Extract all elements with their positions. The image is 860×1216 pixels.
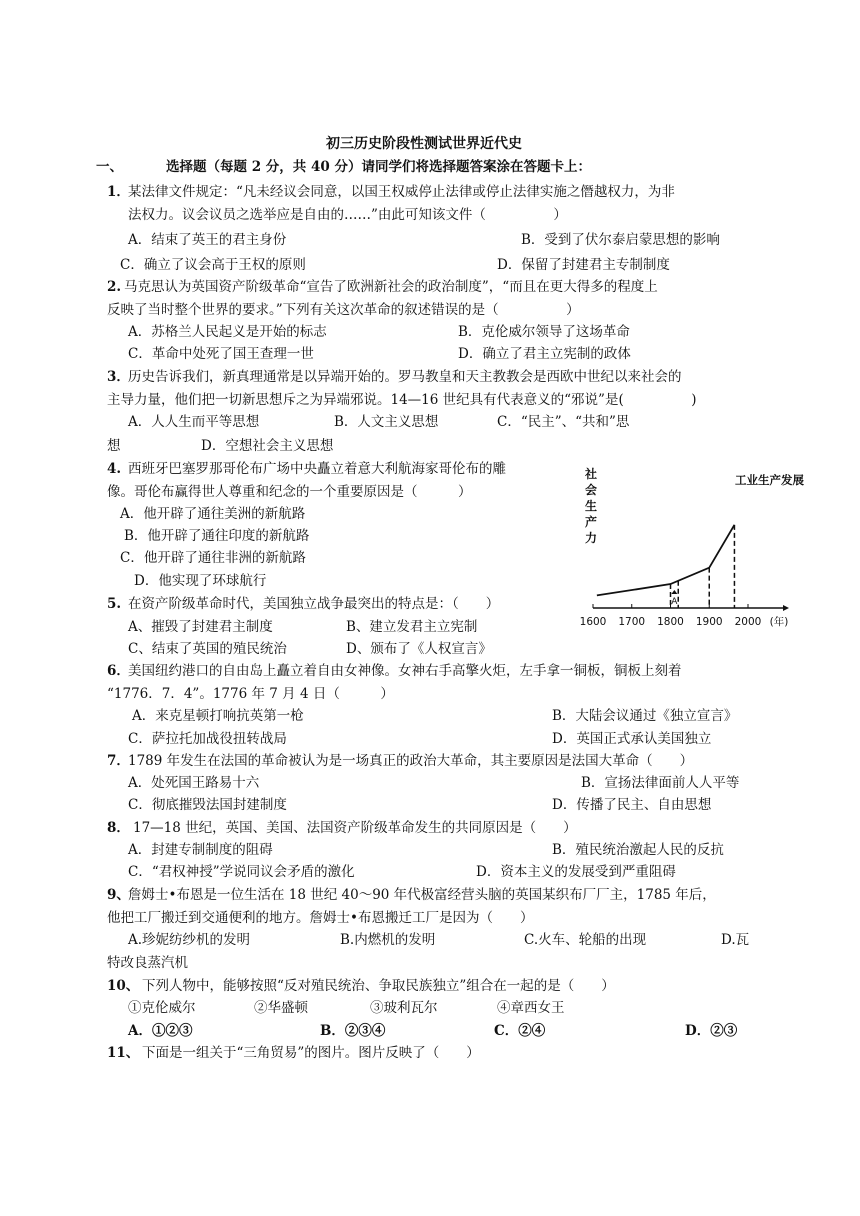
option-b: B．宣扬法律面前人人平等 bbox=[581, 775, 740, 791]
question-stem: 1789 年发生在法国的革命被认为是一场真正的政治大革命，其主要原因是法国大革命（ ） bbox=[128, 753, 694, 769]
option-d: D．英国正式承认美国独立 bbox=[552, 731, 712, 747]
question-stem: 马克思认为英国资产阶级革命“宣告了欧洲新社会的政治制度”，“而且在更大得多的程度上 bbox=[124, 279, 658, 295]
question-stem: 法权力。议会议员之选举应是自由的……”由此可知该文件（ ） bbox=[128, 207, 567, 223]
option-d-continued: 特改良蒸汽机 bbox=[107, 955, 188, 971]
question-number: 3． bbox=[107, 369, 130, 385]
option-c: C．“君权神授”学说同议会矛盾的激化 bbox=[128, 864, 355, 880]
option-b: B．②③④ bbox=[320, 1023, 386, 1039]
question-number: 11、 bbox=[107, 1045, 140, 1061]
option-d: D、颁布了《人权宣言》 bbox=[346, 641, 492, 657]
question-stem: 17—18 世纪，英国、美国、法国资产阶级革命发生的共同原因是（ ） bbox=[133, 820, 577, 836]
x-tick-label: 1700 bbox=[618, 616, 646, 628]
option-d: D．保留了封建君主专制制度 bbox=[497, 257, 670, 273]
y-axis-label: 力 bbox=[584, 531, 598, 545]
option-c: C．确立了议会高于王权的原则 bbox=[120, 257, 306, 273]
series-line bbox=[597, 525, 735, 596]
y-axis-label: 产 bbox=[584, 515, 598, 529]
option-c: C.火车、轮船的出现 bbox=[524, 932, 647, 948]
option-d: D．②③ bbox=[685, 1023, 738, 1039]
option-d: D．确立了君主立宪制的政体 bbox=[458, 346, 631, 362]
y-axis-label: 生 bbox=[584, 499, 598, 513]
option-a: A．①②③ bbox=[128, 1023, 193, 1039]
question-stem: 某法律文件规定：“凡未经议会同意，以国王权威停止法律或停止法律实施之僭越权力，为非 bbox=[128, 184, 675, 200]
person-item-1: ①克伦威尔 bbox=[128, 1000, 196, 1016]
option-c: C．他开辟了通往非洲的新航路 bbox=[120, 550, 306, 566]
question-number: 4. bbox=[107, 461, 122, 477]
option-b: B、建立发君主立宪制 bbox=[346, 619, 478, 635]
option-d: D．他实现了环球航行 bbox=[134, 573, 267, 589]
question-stem: 主导力量，他们把一切新思想斥之为异端邪说。14—16 世纪具有代表意义的“邪说”是( ) bbox=[107, 392, 697, 408]
x-axis-arrow bbox=[783, 605, 789, 611]
x-tick-label: 2000 bbox=[734, 616, 762, 628]
option-a: A．结束了英王的君主身份 bbox=[128, 232, 287, 248]
option-d: D．资本主义的发展受到严重阻碍 bbox=[476, 864, 676, 880]
option-a: A．他开辟了通往美洲的新航路 bbox=[120, 506, 306, 522]
question-stem: 历史告诉我们，新真理通常是以异端开始的。罗马教皇和天主教教会是西欧中世纪以来社会的 bbox=[128, 369, 682, 385]
person-item-3: ③玻利瓦尔 bbox=[370, 1000, 438, 1016]
question-number: 10、 bbox=[107, 978, 140, 994]
option-b: B．克伦威尔领导了这场革命 bbox=[458, 324, 630, 340]
question-number: 2. bbox=[107, 279, 122, 295]
question-stem: 像。哥伦布赢得世人尊重和纪念的一个重要原因是（ ） bbox=[107, 484, 472, 500]
option-d: D．传播了民主、自由思想 bbox=[552, 797, 712, 813]
section-number: 一、 bbox=[96, 159, 123, 175]
option-c: C、结束了英国的殖民统治 bbox=[128, 641, 287, 657]
question-number: 7． bbox=[107, 753, 130, 769]
option-c: C．萨拉托加战役扭转战局 bbox=[128, 731, 287, 747]
question-stem: 詹姆士•布恩是一位生活在 18 世纪 40～90 年代极富经营头脑的英国某织布厂厂主，1785 年后， bbox=[128, 887, 716, 903]
person-item-4: ④章西女王 bbox=[497, 1000, 565, 1016]
x-axis-label: (年) bbox=[769, 616, 789, 628]
productivity-chart bbox=[579, 462, 804, 632]
option-b: B．殖民统治激起人民的反抗 bbox=[552, 842, 724, 858]
person-item-2: ②华盛顿 bbox=[254, 1000, 308, 1016]
x-tick-label: 1600 bbox=[579, 616, 607, 628]
option-a: A．封建专制制度的阻碍 bbox=[128, 842, 273, 858]
question-stem: 美国纽约港口的自由岛上矗立着自由女神像。女神右手高擎火炬，左手拿一铜板，铜板上刻着 bbox=[128, 663, 682, 679]
option-a: A.珍妮纺纱机的发明 bbox=[128, 932, 251, 948]
option-c: C．革命中处死了国王查理一世 bbox=[128, 346, 314, 362]
option-d: D．空想社会主义思想 bbox=[201, 438, 334, 454]
option-b: B．大陆会议通过《独立宣言》 bbox=[552, 708, 738, 724]
option-a: A、摧毁了封建君主制度 bbox=[128, 619, 273, 635]
question-stem: 西班牙巴塞罗那哥伦布广场中央矗立着意大利航海家哥伦布的雕 bbox=[128, 461, 506, 477]
option-a: A．处死国王路易十六 bbox=[128, 775, 260, 791]
option-c: C．“民主”、“共和”思 bbox=[497, 414, 630, 430]
question-stem: 下面是一组关于“三角贸易”的图片。图片反映了（ ） bbox=[142, 1045, 480, 1061]
question-number: 1． bbox=[107, 184, 130, 200]
option-c-continued: 想 bbox=[107, 438, 121, 454]
option-c: C．②④ bbox=[494, 1023, 546, 1039]
y-axis-label: 会 bbox=[584, 483, 598, 497]
option-a: A．人人生而平等思想 bbox=[128, 414, 260, 430]
option-a: A．来克星顿打响抗英第一枪 bbox=[132, 708, 304, 724]
question-stem: “1776．7．4”。1776 年 7 月 4 日（ ） bbox=[107, 686, 394, 702]
x-tick-label: 1800 bbox=[657, 616, 684, 628]
question-stem: 反映了当时整个世界的要求。”下列有关这次革命的叙述错误的是（ ） bbox=[107, 302, 580, 318]
question-number: 6． bbox=[107, 663, 130, 679]
option-b: B.内燃机的发明 bbox=[340, 932, 436, 948]
question-stem: 下列人物中，能够按照“反对殖民统治、争取民族独立”组合在一起的是（ ） bbox=[142, 978, 615, 994]
question-number: 9、 bbox=[107, 887, 130, 903]
question-stem: 他把工厂搬迁到交通便利的地方。詹姆士•布恩搬迁工厂是因为（ ） bbox=[107, 910, 534, 926]
option-d: D.瓦 bbox=[721, 932, 750, 948]
question-stem: 在资产阶级革命时代，美国独立战争最突出的特点是：（ ） bbox=[128, 596, 500, 612]
option-a: A．苏格兰人民起义是开始的标志 bbox=[128, 324, 327, 340]
option-b: B．受到了伏尔泰启蒙思想的影响 bbox=[521, 232, 720, 248]
option-b: B．他开辟了通往印度的新航路 bbox=[124, 528, 310, 544]
marker-arrow bbox=[671, 590, 677, 594]
option-b: B．人文主义思想 bbox=[334, 414, 439, 430]
x-tick-label: 1900 bbox=[695, 616, 723, 628]
section-heading: 选择题（每题 2 分，共 40 分）请同学们将选择题答案涂在答题卡上： bbox=[166, 159, 591, 175]
page-title: 初三历史阶段性测试世界近代史 bbox=[326, 136, 522, 152]
y-axis-label: 社 bbox=[584, 467, 598, 481]
marker-label: A bbox=[671, 597, 678, 607]
series-label: 工业生产发展 bbox=[735, 473, 804, 487]
question-number: 5. bbox=[107, 596, 122, 612]
question-number: 8． bbox=[107, 820, 130, 836]
option-c: C．彻底摧毁法国封建制度 bbox=[128, 797, 287, 813]
